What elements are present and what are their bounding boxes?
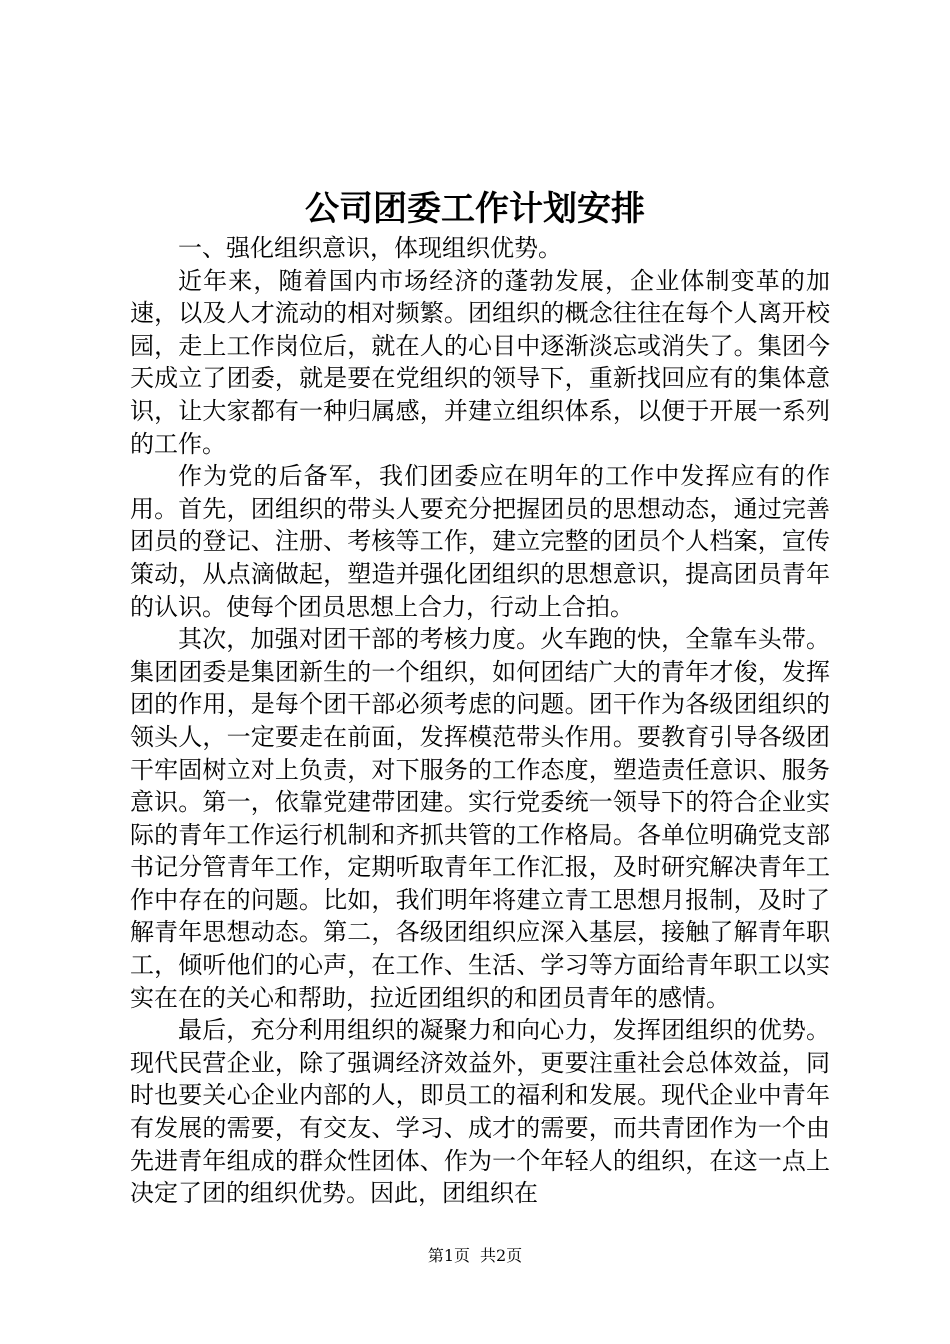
page-number-current: 第1页 [427,1246,470,1265]
paragraph-2: 作为党的后备军，我们团委应在明年的工作中发挥应有的作用。首先，团组织的带头人要充分把握团员的思想动态，通过完善团员的登记、注册、考核等工作，建立完整的团员个人档案，宣传策动，从点滴做起，塑造并强化团组织的思想意识，提高团员青年的认识。使每个团员思想上合力，行动上合拍。 [130,462,830,621]
document-body [130,232,830,1210]
paragraph-1: 近年来，随着国内市场经济的蓬勃发展，企业体制变革的加速，以及人才流动的相对频繁。团组织的概念往往在每个人离开校园，走上工作岗位后，就在人的心目中逐渐淡忘或消失了。集团今天成立了团委，就是要在党组织的领导下，重新找回应有的集体意识，让大家都有一种归属感，并建立组织体系，以便于开展一系列的工作。 [130,266,830,458]
paragraph-4: 最后，充分利用组织的凝聚力和向心力，发挥团组织的优势。现代民营企业，除了强调经济效益外，更要注重社会总体效益，同时也要关心企业内部的人，即员工的福利和发展。现代企业中青年有发展的需要，有交友、学习、成才的需要，而共青团作为一个由先进青年组成的群众性团体、作为一个年轻人的组织，在这一点上决定了团的组织优势。因此，团组织在 [130,1016,830,1208]
page-number-total: 共2页 [480,1246,523,1265]
document-title: 公司团委工作计划安排 [305,189,645,229]
section-heading: 一、强化组织意识，体现组织优势。 [178,234,562,262]
paragraph-3: 其次，加强对团干部的考核力度。火车跑的快，全靠车头带。集团团委是集团新生的一个组织，如何团结广大的青年才俊，发挥团的作用，是每个团干部必须考虑的问题。团干作为各级团组织的领头人，一定要走在前面，发挥模范带头作用。要教育引导各级团干牢固树立对上负责，对下服务的工作态度，塑造责任意识、服务意识。第一，依靠党建带团建。实行党委统一领导下的符合企业实际的青年工作运行机制和齐抓共管的工作格局。各单位明确党支部书记分管青年工作，定期听取青年工作汇报，及时研究解决青年工作中存在的问题。比如，我们明年将建立青工思想月报制，及时了解青年思想动态。第二，各级团组织应深入基层，接触了解青年职工，倾听他们的心声，在工作、生活、学习等方面给青年职工以实实在在的关心和帮助，拉近团组织的和团员青年的感情。 [130,625,830,1012]
page-footer [0,1244,950,1268]
